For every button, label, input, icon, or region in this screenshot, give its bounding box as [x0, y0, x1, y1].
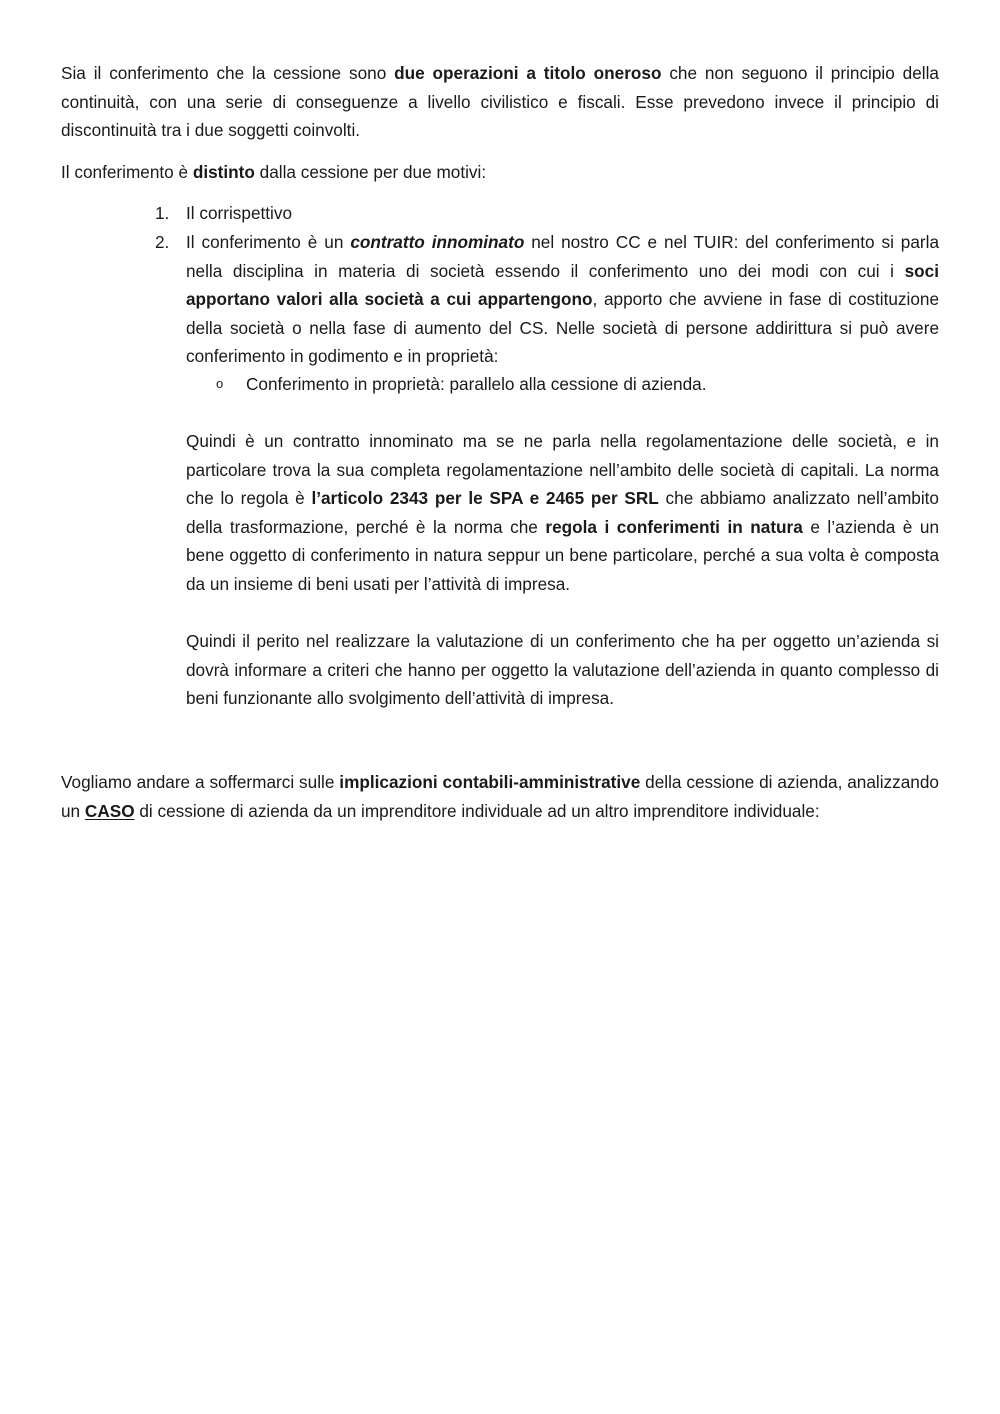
list-item-1: Il corrispettivo — [186, 203, 293, 223]
list-number-1: 1. — [155, 203, 170, 223]
quindi-paragraph-1 — [186, 427, 939, 599]
quindi1-bold-2: regola i conferimenti in natura — [545, 516, 803, 537]
closing-paragraph — [61, 768, 939, 825]
distinct-text-1: Il conferimento è — [61, 162, 193, 182]
intro-bold-1: due operazioni a titolo oneroso — [394, 63, 662, 83]
quindi-paragraph-2: Quindi il perito nel realizzare la valutazione di un conferimento che ha per oggetto un’azienda si dovrà informare a criteri che hanno per oggetto la valutazione dell’azienda in quanto complesso di beni funzionante allo svolgimento dell’attività di impresa. — [186, 631, 939, 709]
sub-list-item: Conferimento in proprietà: parallelo alla cessione di azienda. — [246, 374, 707, 394]
intro-paragraph — [61, 59, 939, 145]
distinct-text-2: dalla cessione per due motivi: — [254, 162, 487, 182]
item2-text-1: Il conferimento è un — [186, 232, 351, 252]
quindi1-text-2: che abbiamo analizzato nell’ambito della trasformazione, perché è la norma che — [186, 488, 939, 537]
item2-bold: soci apportano valori alla società a cui appartengono — [186, 260, 939, 310]
intro-text-2: che non seguono il principio della continuità, con una serie di conseguenze a livello civilistico e fiscali. Esse prevedono invece il principio di discontinuità tra i due soggetti coinvolti. — [61, 63, 939, 141]
list-number-2: 2. — [155, 232, 170, 252]
closing-text-1: Vogliamo andare a soffermarci sulle — [61, 772, 340, 792]
closing-text-2: della cessione di azienda, analizzando un — [61, 772, 939, 821]
item2-bold-italic: contratto innominato — [350, 232, 525, 252]
distinct-bold: distinto — [192, 162, 255, 182]
closing-bold: implicazioni contabili-amministrative — [339, 772, 641, 792]
quindi1-bold-1: l’articolo 2343 per le SPA e 2465 per SRL — [311, 488, 659, 509]
distinct-paragraph — [61, 158, 939, 187]
quindi1-text-1: Quindi è un contratto innominato ma se ne parla nella regolamentazione delle società, e in particolare trova la sua completa regolamentazione nell’ambito delle società di capitali. La norma che lo regola è — [186, 431, 939, 509]
intro-text-1: Sia il conferimento che la cessione sono — [61, 63, 395, 83]
item2-text-3: , apporto che avviene in fase di costituzione della società o nella fase di aumento del CS. Nelle società di persone addirittura si può avere conferimento in godimento e in proprietà: — [186, 289, 939, 367]
item2-text-2: nel nostro CC e nel TUIR: del conferimento si parla nella disciplina in materia di società essendo il conferimento uno dei modi con cui i — [186, 232, 940, 281]
sub-bullet-marker: o — [216, 376, 224, 391]
list-item-2 — [186, 228, 939, 371]
caso-label: CASO — [84, 800, 135, 821]
closing-text-3: di cessione di azienda da un imprenditore individuale ad un altro imprenditore individuale: — [134, 800, 820, 821]
quindi1-text-3: e l’azienda è un bene oggetto di conferimento in natura seppur un bene particolare, perché a sua volta è composta da un insieme di beni usati per l’attività di impresa. — [186, 516, 940, 594]
